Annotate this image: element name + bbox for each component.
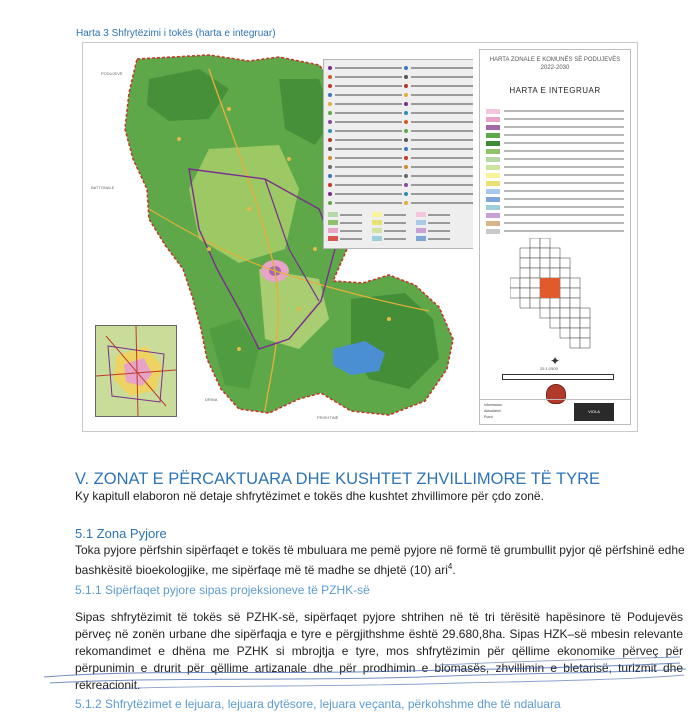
map-header-line2: 2022-2030	[540, 65, 570, 71]
map-title: HARTA E INTEGRUAR	[509, 86, 601, 95]
label-prishtine: PRISHTINË	[317, 415, 339, 420]
map-area	[89, 49, 473, 425]
chapter-intro: Ky kapitull elaboron në detaje shfrytëzimet e tokës dhe kushtet zhvillimore për çdo zonë.	[75, 489, 544, 503]
title-block-footer	[480, 399, 630, 424]
footer-badge: VIOLA	[574, 403, 614, 421]
section-5-1-text-end: .	[452, 562, 456, 577]
footer-label-1: Informacion	[484, 403, 503, 407]
inset-map	[95, 325, 177, 417]
section-5-1-paragraph	[75, 543, 685, 578]
section-heading-5-1: 5.1 Zona Pyjore	[75, 526, 167, 541]
map-title-block	[479, 49, 631, 425]
map-header-line1: HARTA ZONALE E KOMUNËS SË PODUJEVËS	[489, 57, 621, 63]
section-5-1-text: Toka pyjore përfshin sipërfaqet e tokës të mbuluara me pemë pyjore në formë të grumbullit pyjor që përfshinë edhe bashkësitë bioekologjike, me sipërfaqe më të madhe se dhjetë (10) ari	[75, 543, 685, 577]
label-drina: DRINA	[205, 397, 218, 402]
north-arrow-icon: ✦	[550, 354, 561, 368]
chapter-heading: V. ZONAT E PËRCAKTUARA DHE KUSHTET ZHVILLIMORE TË TYRE	[75, 470, 601, 488]
label-battonale: BATTONALE	[91, 185, 115, 190]
integrated-map-figure	[82, 42, 638, 432]
sheet-index-grid	[510, 238, 600, 358]
footer-label-2: Aktualizimi	[484, 409, 501, 413]
scale-label: 25 1:2500	[540, 366, 558, 371]
subsection-heading-5-1-2: 5.1.2 Shfrytëzimet e lejuara, lejuara dytësore, lejuara veçanta, përkohshme dhe të ndaluara	[75, 697, 561, 711]
footnote-ref[interactable]: 4	[447, 561, 453, 571]
map-title-legend	[486, 108, 624, 236]
subsection-5-1-1-paragraph: Sipas shfrytëzimit të tokës së PZHK-së, sipërfaqet pyjore shtrihen në të tri tërësitë hapësinore të Podujevës përveç në zonën urbane dhe sipërfaqja e tyre e përgjithshme është 29.680,8ha. Sipas HZK–së mbesin relevante rekomandimet e dhëna me PZHK si mbrojtja e tyre, mos shfrytëzimin për qëllime ekonomike përveç për përpunimin e drurit për qëllime artizanale dhe për prodhimin e biomasës, zhvillimin e bletarisë, turizmit dhe rekreacionit.	[75, 610, 683, 692]
map-legend	[323, 59, 473, 249]
footer-label-3: Punoi	[484, 415, 493, 419]
scale-bar	[502, 374, 614, 380]
label-podujeve: PODUJEVË	[101, 71, 123, 76]
figure-caption: Harta 3 Shfrytëzimi i tokës (harta e integruar)	[76, 28, 276, 39]
subsection-heading-5-1-1: 5.1.1 Sipërfaqet pyjore sipas projeksioneve të PZHK-së	[75, 583, 370, 597]
